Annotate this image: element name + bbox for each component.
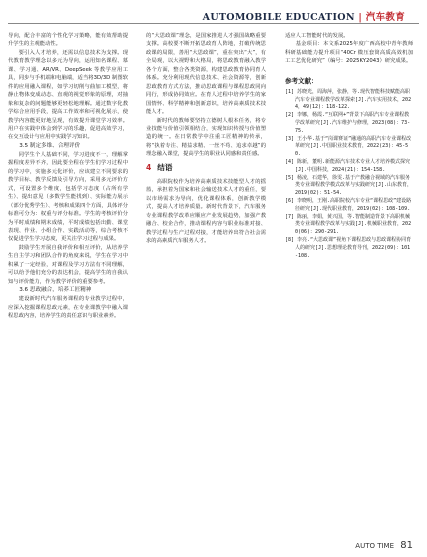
journal-title-en: AUTOMOBILE EDUCATION bbox=[202, 12, 355, 23]
reference-item: [8] 李亮.“大思政课”视角下课程思政与思政课程协同育人的研究[J].思想理论教育导刊，2022(09)：101-108. bbox=[285, 236, 412, 259]
subsection-heading: 3.6 思政融合，培养工匠精神 bbox=[19, 287, 92, 294]
body-paragraph: 高职院校作为培养高素质技术技能型人才的摇篮，承担着为国家和社会输送技术人才的重任，要以市场需求为导向，优化课程体系，创新教学模式，提高人才培养质量。新时代背景下，汽车服务专业课程教学改革应顺应产业发展趋势，加强产教融合、校企合作，推动课程内容与职业标准对接、教学过程与生产过程对接，才能培养出符合社会需求的高素质汽车服务人才。 bbox=[146, 178, 266, 244]
page-footer bbox=[355, 540, 413, 551]
subsection-heading: 3.5 制定多维、合理评价 bbox=[19, 142, 81, 149]
reference-item: [5] 杨凌，石建华，徐雯.基于产教融合视域的汽车服务类专业课程教学模式改革与实践研究[J].山东教育，2019(02)：51-54. bbox=[285, 174, 413, 197]
reference-item: [6] 李晓明，王刚.高职院校汽车专业“课程思政”建设路径研究[J].现代职业教育，2019(02)：108-109. bbox=[285, 197, 412, 212]
body-paragraph: 基金项目：本文系2025年度广西高校中青年教师科研基础能力提升项目“40Cr 微压套筒高质高效机加工工艺优化研究”（编号：2025KY2043）研究成果。 bbox=[285, 41, 413, 65]
body-paragraph: 新时代的教师要坚持立德树人根本任务，将专业技能与价值引领相结合，实现知识传授与价值塑造的统一。在日常教学中注重工匠精神的传承，将“执着专注、精益求精、一丝不苟、追求卓越”的理念融入课堂，提高学生的职业认同感和责任感。 bbox=[146, 117, 266, 158]
body-paragraph: 鼓励学生开展自我评价和相互评价，从培养学生自主学习和团队合作的角度来说，学生在学习中积累了一定经验，对课程及学习方法有不同理解，可以给予他们充分的表达机会，提高学生的自我认知与评价能力，作为教学评价的重要参考。 bbox=[8, 244, 128, 285]
body-paragraph: 要引入人才培养，还需以信息技术为支撑。现代教育教学理念以多元为导向，运用知名课程、慕课、学习通、AR/VR、DeepSeek 等教学应用工具，同步与手机端和电脑端，适当将3D/3D 制图软件的应用融入课程，如学习切削与曲加工模型，将静止物体变成动态、直观的视觉形象的原理，对抽象和复杂的问题能够更轻松地理解。通过数字化教学综合应用手段，提高工作效率和可视化展示，使教学内容能更好地呈现，有效提升课堂学习效率。用户在实践中体会到学习的乐趣，促进高效学习，在交互设计与应用中实践学习知识。 bbox=[8, 49, 128, 141]
column-right bbox=[285, 32, 413, 260]
column-middle bbox=[146, 32, 266, 245]
footer-label: AUTO TIME bbox=[355, 542, 395, 550]
references-title: 参考文献： bbox=[285, 76, 318, 85]
journal-title-cn: 汽车教育 bbox=[365, 12, 405, 23]
column-left bbox=[8, 32, 128, 321]
reference-item: [2] 李娜，杨霞.“互联网+”背景下高职汽车专业课程教学改革研究[J].汽车维护与修理，2023(08)：73-75. bbox=[285, 112, 411, 134]
reference-item: [7] 陈丽，李娟，黄兴国，等.智能制造背景下高职机械类专业课程教学改革与实践[J].机械职业教育，2020(06)：290-291. bbox=[285, 213, 412, 236]
body-paragraph: 同学生个人基础不同，学习进度不一，理解掌握程度差异不齐，因此要全程在学生们学习过程中的学习中，实施多元化评价，应该建立不同要求的教学目标、教学反馈及引导方向，采用多元评价方式，可设置多个维度，包括学习态度（占所有学生）、提出意见（多数学生能找到）、实际能力展示（部分优秀学生）、考核和成果四个方面，具体评分标准可分为：权重与评分标准。学生的考核评价分为平时成绩和期末成绩，平时成绩包括出勤、课堂表现、作业、小组合作、实践活动等，综合考核不仅促进学生学习态度，更关注学习过程与成果。 bbox=[8, 151, 128, 243]
section-heading bbox=[146, 163, 266, 173]
header-separator: | bbox=[358, 12, 363, 23]
page-number: 81 bbox=[400, 540, 413, 551]
reference-item: [1] 苏晓光，周海萍，张静，等.现代智能科技赋能高职汽车专业课程教学改革探索[J].汽车实用技术，2024，49(12)：118-122. bbox=[285, 88, 412, 111]
reference-item: [3] 王小华.基于“岗课赛证”融通的高职汽车专业课程改革研究[J].中国职业技术教育，2022(23)：45-50. bbox=[285, 135, 412, 158]
body-paragraph: 适应人工智能时代的发展。 bbox=[285, 33, 349, 39]
body-paragraph: 导向，配合丰富的个性化学习策略，能有效帮助提升学生的主观能动性。 bbox=[8, 33, 128, 48]
journal-header bbox=[203, 9, 405, 23]
header-divider bbox=[8, 23, 419, 24]
body-paragraph: 建设新时代汽车服务课程的专业教学过程中，应深入挖掘课程思政元素，在专业课教学中融入课程思政内容，培养学生的责任意识与职业素养。 bbox=[8, 296, 128, 320]
section-title: 结语 bbox=[157, 162, 173, 172]
references-list bbox=[285, 89, 413, 261]
section-number: 4 bbox=[146, 162, 152, 172]
body-paragraph: 的“大思政课”理念，是国家推进人才强国战略重要支撑。高校要不断开拓思政育人阵地，打破传统思政课的局限，善用“大思政课”，重在突出“大”，有全局观，以大视野和大格局，将思政教育融入教学各个方面，整合各类资源，构建思政教育协同育人体系。充分利用现代信息技术、社会资源等，创新思政教育方式方法，推动思政课程与课程思政同向同行，形成协同效应。在育人过程中培养学生的家国情怀、科学精神和创新意识，培养高素质技术技能人才。 bbox=[146, 33, 266, 116]
column-right-body bbox=[285, 32, 413, 66]
reference-item: [4] 陈新，董明.新能源汽车技术专业人才培养模式探究[J].中国科技，2024(21)：154-158. bbox=[285, 158, 411, 173]
